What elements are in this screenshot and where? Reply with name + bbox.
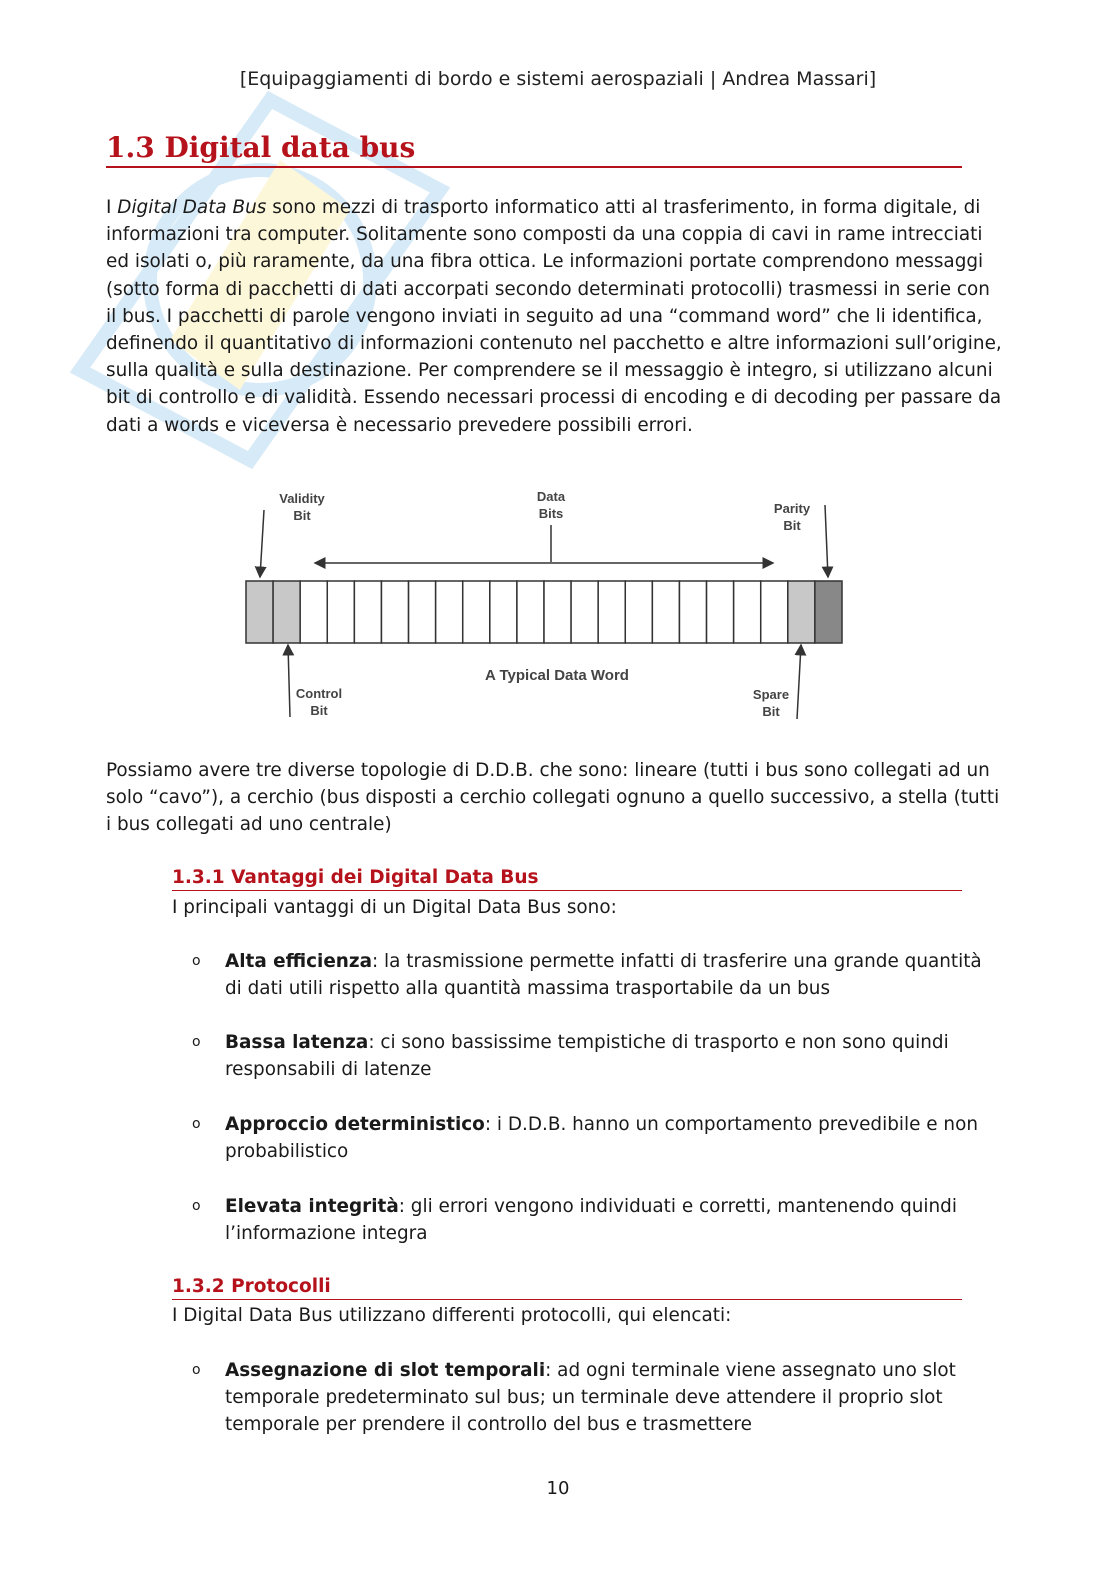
bit-cell (381, 581, 408, 643)
bit-cell (354, 581, 381, 643)
control-arrow (288, 645, 290, 717)
bit-cell (246, 581, 273, 643)
bullet-mark: o (192, 953, 201, 969)
bit-cell (679, 581, 706, 643)
bit-cell (598, 581, 625, 643)
bit-cell (273, 581, 300, 643)
section-title: 1.3 Digital data bus (106, 130, 962, 168)
bullet-mark: o (192, 1362, 201, 1378)
parity-label-2: Bit (783, 518, 801, 533)
topology-paragraph: Possiamo avere tre diverse topologie di D.D.B. che sono: lineare (tutti i bus sono collegati ad un solo “cavo”), a cerchio (bus disposti a cerchio collegati ognuno a quello successivo, a stella (tutti i bus collegati ad uno centrale) (106, 760, 1000, 836)
bullet-mark: o (192, 1034, 201, 1050)
validity-label: Validity (279, 491, 325, 506)
control-label: Control (295, 686, 343, 701)
page-number: 10 (546, 1478, 570, 1499)
bit-cell (409, 581, 436, 643)
validity-arrow (260, 510, 264, 577)
validity-label-2: Bit (293, 508, 311, 523)
bit-cell (463, 581, 490, 643)
bit-cell (517, 581, 544, 643)
word-cells (246, 581, 842, 643)
bit-cell (436, 581, 463, 643)
data-label-2: Bits (538, 506, 564, 521)
bit-cell (544, 581, 571, 643)
subsection-title-protocols: 1.3.2 Protocolli (172, 1275, 962, 1300)
parity-arrow (825, 505, 828, 577)
bullet-mark: o (192, 1116, 201, 1132)
data-word-diagram (240, 485, 850, 725)
bit-cell (734, 581, 761, 643)
data-label: Data (536, 489, 566, 504)
bullet-mark: o (192, 1198, 201, 1214)
bit-cell (761, 581, 788, 643)
bit-cell (490, 581, 517, 643)
spare-label: Spare (752, 687, 790, 702)
bit-cell (571, 581, 598, 643)
bit-cell (652, 581, 679, 643)
spare-label-2: Bit (762, 704, 780, 719)
figure-caption: A Typical Data Word (485, 667, 629, 684)
bit-cell (300, 581, 327, 643)
advantages-intro: I principali vantaggi di un Digital Data Bus sono: (172, 897, 617, 918)
bit-cell (327, 581, 354, 643)
control-label-2: Bit (310, 703, 328, 718)
parity-label: Parity (773, 501, 811, 516)
bit-cell (625, 581, 652, 643)
bit-cell (815, 581, 842, 643)
intro-paragraph: I Digital Data Bus sono mezzi di trasporto informatico atti al trasferimento, in forma digitale, di informazioni tra computer. Solitamente sono composti da una coppia di cavi in rame intrecciati ed isolati o, più raramente, da una fibra ottica. Le informazioni portate comprendono messaggi (sotto forma di pacchetti di dati accorpati secondo determinati protocolli) trasmessi in serie con il bus. I pacchetti di parole vengono inviati in seguito ad una “command word” che li identifica, definendo il quantitativo di informazioni contenuto nel pacchetto e altre informazioni sull’origine, sulla qualità e sulla destinazione. Per comprendere se il messaggio è integro, si utilizzano alcuni bit di controllo e di validità. Essendo necessari processi di encoding e di decoding per passare da dati a words e viceversa è necessario prevedere possibili errori. (106, 197, 1002, 436)
subsection-title-advantages: 1.3.1 Vantaggi dei Digital Data Bus (172, 866, 962, 891)
running-header: [Equipaggiamenti di bordo e sistemi aerospaziali | Andrea Massari] (239, 68, 877, 90)
bit-cell (788, 581, 815, 643)
protocols-intro: I Digital Data Bus utilizzano differenti protocolli, qui elencati: (172, 1305, 732, 1326)
bit-cell (707, 581, 734, 643)
term-digital-data-bus: Digital Data Bus (117, 197, 267, 218)
spare-arrow (797, 645, 801, 719)
